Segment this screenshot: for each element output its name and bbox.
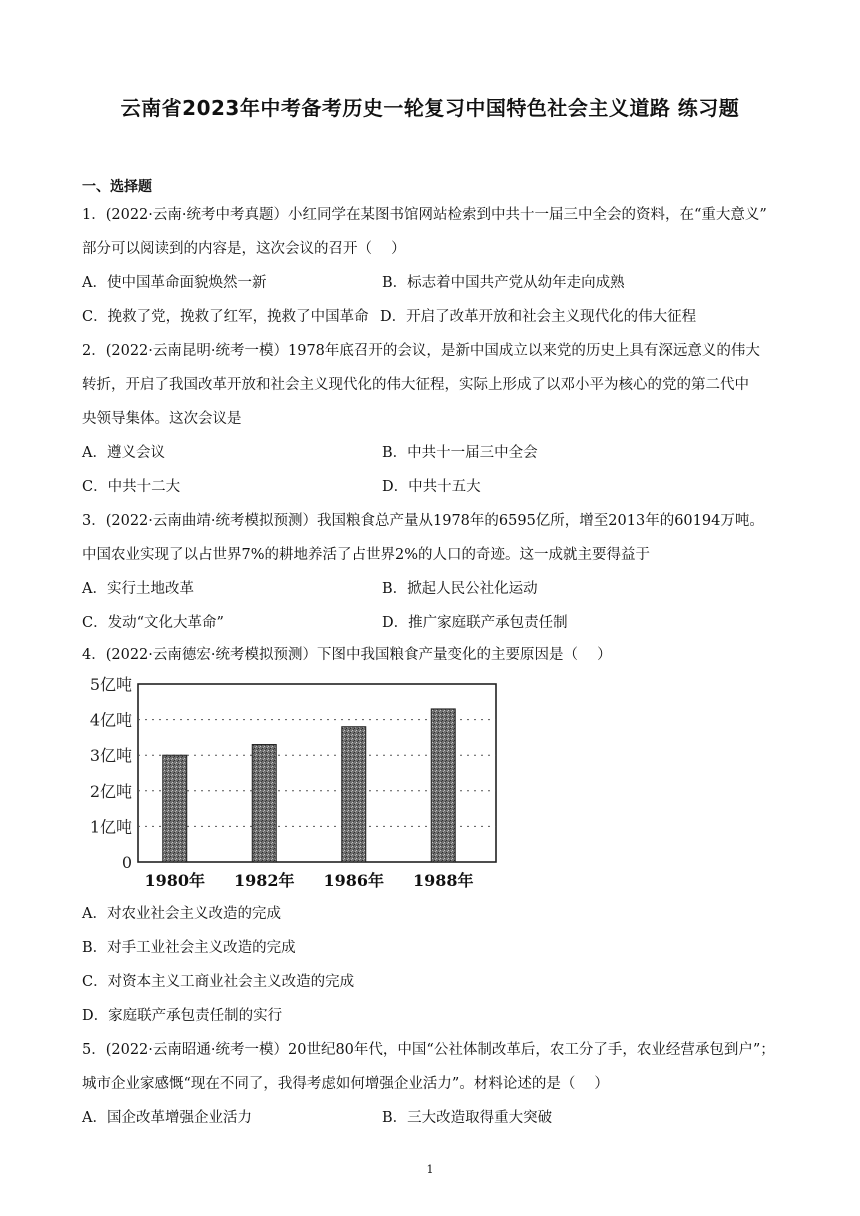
bar: [252, 745, 276, 862]
question-2-option-d: D．中共十五大: [382, 479, 481, 495]
question-4-line-1: 4．(2022·云南德宏·统考模拟预测）下图中我国粮食产量变化的主要原因是（ ）: [82, 647, 612, 663]
question-1-line-2: 部分可以阅读到的内容是，这次会议的召开（ ）: [82, 241, 406, 257]
question-2-line-3: 央领导集体。这次会议是: [82, 411, 242, 427]
question-1-line-1: 1．(2022·云南·统考中考真题）小红同学在某图书馆网站检索到中共十一届三中全会的资料，在“重大意义”: [82, 207, 767, 223]
x-tick-label: 1986年: [323, 871, 385, 890]
grain-output-chart: [82, 672, 502, 894]
question-4-option-b: B．对手工业社会主义改造的完成: [82, 940, 296, 956]
page-title: 云南省2023年中考备考历史一轮复习中国特色社会主义道路 练习题: [120, 96, 740, 120]
section-heading: 一、选择题: [82, 179, 152, 195]
bar-chart: [82, 672, 502, 894]
question-1-option-d: D．开启了改革开放和社会主义现代化的伟大征程: [380, 309, 697, 325]
question-4-option-a: A．对农业社会主义改造的完成: [82, 906, 281, 922]
question-4-option-c: C．对资本主义工商业社会主义改造的完成: [82, 974, 355, 990]
question-5-line-1: 5．(2022·云南昭通·统考一模）20世纪80年代，中国“公社体制改革后，农工分了手，农业经营承包到户”；: [82, 1042, 775, 1058]
question-5-option-b: B．三大改造取得重大突破: [382, 1110, 553, 1126]
question-3-option-c: C．发动“文化大革命”: [82, 615, 224, 631]
x-tick-label: 1980年: [144, 871, 206, 890]
question-2-option-a: A．遵义会议: [82, 445, 165, 461]
y-tick-label: 0: [121, 853, 132, 872]
question-5-option-a: A．国企改革增强企业活力: [82, 1110, 252, 1126]
question-1-option-b: B．标志着中国共产党从幼年走向成熟: [382, 275, 625, 291]
question-3-option-a: A．实行土地改革: [82, 581, 194, 597]
question-2-line-1: 2．(2022·云南昆明·统考一模）1978年底召开的会议，是新中国成立以来党的历史上具有深远意义的伟大: [82, 343, 760, 359]
x-tick-label: 1982年: [233, 871, 295, 890]
question-4-option-d: D．家庭联产承包责任制的实行: [82, 1008, 283, 1024]
y-tick-label: 4亿吨: [89, 710, 132, 730]
question-3-option-d: D．推广家庭联产承包责任制: [382, 615, 568, 631]
bar: [163, 755, 187, 862]
y-tick-label: 5亿吨: [89, 675, 132, 694]
question-2-line-2: 转折，开启了我国改革开放和社会主义现代化的伟大征程，实际上形成了以邓小平为核心的党的第二代中: [82, 377, 749, 393]
question-5-line-2: 城市企业家感慨“现在不同了，我得考虑如何增强企业活力”。材料论述的是（ ）: [82, 1076, 609, 1092]
page-number: 1: [426, 1163, 434, 1176]
question-3-option-b: B．掀起人民公社化运动: [382, 581, 538, 597]
y-tick-label: 2亿吨: [89, 781, 132, 801]
bar: [342, 727, 366, 862]
question-2-option-c: C．中共十二大: [82, 479, 181, 495]
x-tick-label: 1988年: [412, 871, 474, 890]
question-3-line-2: 中国农业实现了以占世界7%的耕地养活了占世界2%的人口的奇迹。这一成就主要得益于: [82, 547, 651, 563]
bar: [431, 709, 455, 862]
question-3-line-1: 3．(2022·云南曲靖·统考模拟预测）我国粮食总产量从1978年的6595亿所，增至2013年的60194万吨。: [82, 513, 764, 529]
question-1-option-c: C．挽救了党，挽救了红军，挽救了中国革命: [82, 309, 369, 325]
question-1-option-a: A．使中国革命面貌焕然一新: [82, 275, 267, 291]
y-tick-label: 3亿吨: [89, 746, 132, 766]
y-tick-label: 1亿吨: [89, 817, 132, 837]
question-2-option-b: B．中共十一届三中全会: [382, 445, 538, 461]
